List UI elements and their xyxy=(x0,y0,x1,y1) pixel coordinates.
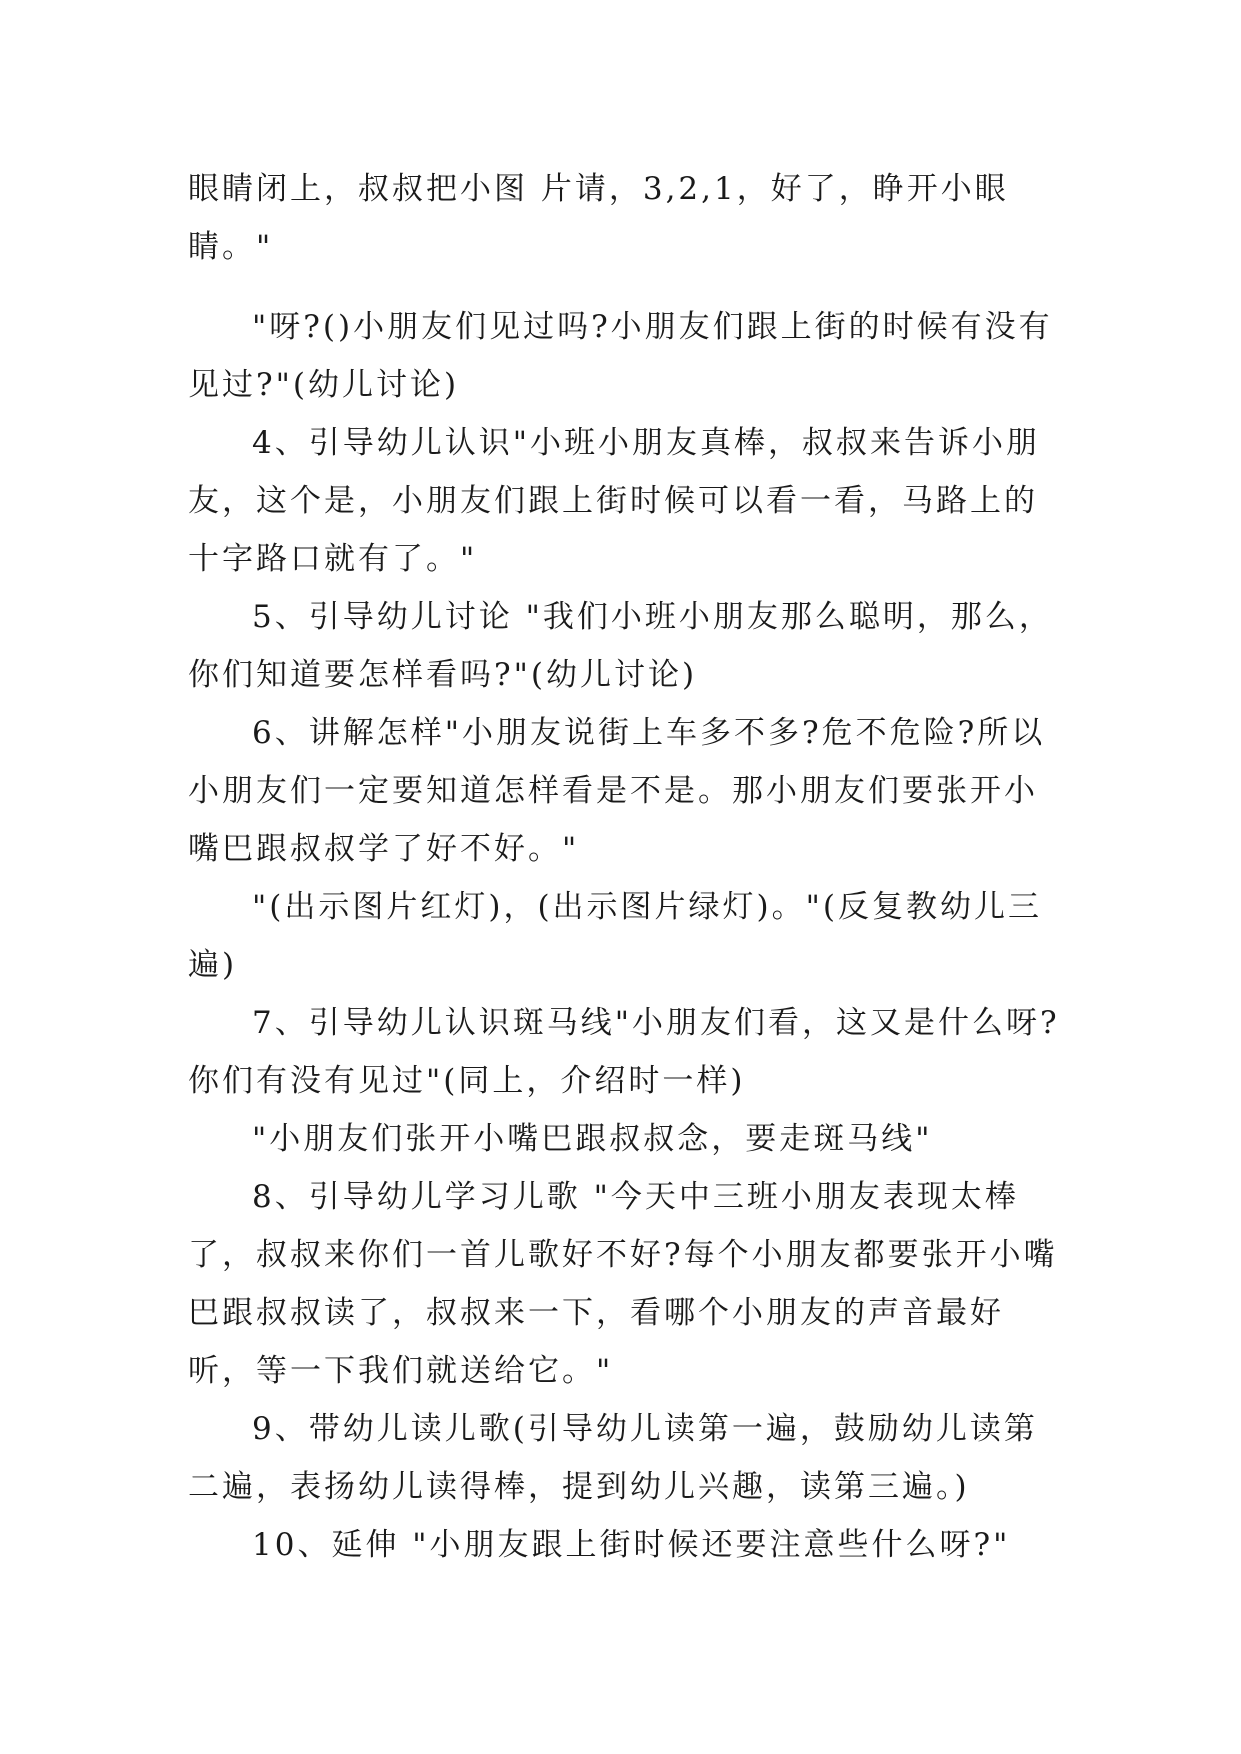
paragraph-1: 眼睛闭上，叔叔把小图 片请，3,2,1，好了，睁开小眼睛。" xyxy=(188,171,1009,265)
paragraph-9: 8、引导幼儿学习儿歌 "今天中三班小朋友表现太棒了，叔叔来你们一首儿歌好不好?每个小朋友都要张开小嘴巴跟叔叔读了，叔叔来一下，看哪个小朋友的声音最好听，等一下我们就送给它。" xyxy=(188,1179,1058,1389)
paragraph-8: "小朋友们张开小嘴巴跟叔叔念，要走斑马线" xyxy=(252,1121,933,1157)
paragraph-3: 4、引导幼儿认识"小班小朋友真棒，叔叔来告诉小朋友，这个是，小朋友们跟上街时候可以看一看，马路上的十字路口就有了。" xyxy=(188,425,1040,577)
paragraph-4: 5、引导幼儿讨论 "我们小班小朋友那么聪明，那么，你们知道要怎样看吗?"(幼儿讨论) xyxy=(188,599,1053,693)
paragraph-gap xyxy=(188,276,1068,298)
paragraph-6: "(出示图片红灯)，(出示图片绿灯)。"(反复教幼儿三遍) xyxy=(188,889,1042,983)
paragraph-5: 6、讲解怎样"小朋友说街上车多不多?危不危险?所以小朋友们一定要知道怎样看是不是。那小朋友们要张开小嘴巴跟叔叔学了好不好。" xyxy=(188,715,1046,867)
paragraph-2: "呀?()小朋友们见过吗?小朋友们跟上街的时候有没有见过?"(幼儿讨论) xyxy=(188,309,1053,403)
document-body xyxy=(188,160,1068,1574)
paragraph-7: 7、引导幼儿认识斑马线"小朋友们看，这又是什么呀?你们有没有见过"(同上，介绍时一样) xyxy=(188,1005,1060,1099)
paragraph-11: 10、延伸 "小朋友跟上街时候还要注意些什么呀?" xyxy=(252,1527,1011,1563)
paragraph-10: 9、带幼儿读儿歌(引导幼儿读第一遍，鼓励幼儿读第二遍，表扬幼儿读得棒，提到幼儿兴趣，读第三遍。) xyxy=(188,1411,1038,1505)
